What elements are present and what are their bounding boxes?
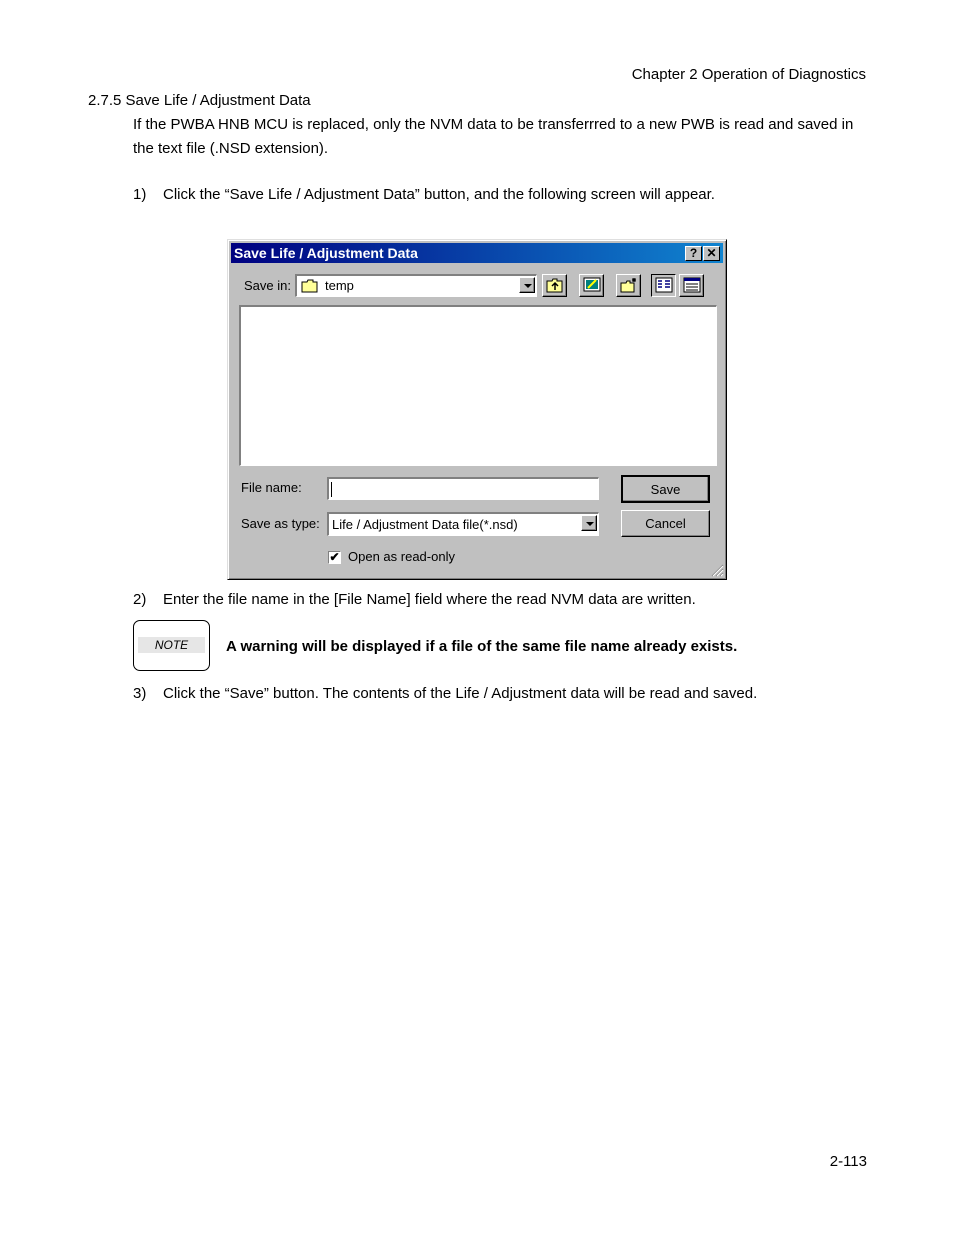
step-3 [133, 685, 757, 702]
read-only-label: Open as read-only [348, 549, 455, 564]
save-as-type-dropdown[interactable] [327, 512, 599, 536]
list-view-icon [655, 277, 673, 293]
step-number: 2) [133, 591, 147, 608]
save-dialog [227, 239, 727, 580]
desktop-icon [583, 277, 601, 293]
folder-icon [301, 279, 319, 293]
note-text: A warning will be displayed if a file of the same file name already exists. [226, 638, 738, 655]
text-cursor [331, 482, 332, 497]
file-name-label: File name: [241, 480, 302, 495]
step-number: 1) [133, 186, 147, 203]
list-view-button[interactable] [651, 274, 676, 297]
up-folder-icon [546, 277, 564, 293]
intro-paragraph: If the PWBA HNB MCU is replaced, only the NVM data to be transferrred to a new PWB is read and saved in the text file (.NSD extension). [133, 116, 854, 157]
save-as-type-label: Save as type: [241, 516, 320, 531]
note-badge [133, 620, 210, 671]
desktop-button[interactable] [579, 274, 604, 297]
dialog-titlebar [231, 243, 723, 263]
save-in-value: temp [325, 278, 354, 293]
file-list-pane[interactable] [239, 305, 717, 466]
close-button[interactable]: ✕ [703, 246, 720, 261]
file-name-input[interactable] [327, 477, 599, 500]
read-only-checkbox[interactable]: ✔ [329, 550, 340, 564]
section-title: 2.7.5 Save Life / Adjustment Data [88, 92, 311, 109]
page-number: 2-113 [829, 1153, 867, 1170]
help-button[interactable]: ? [685, 246, 702, 261]
new-folder-button[interactable] [616, 274, 641, 297]
up-one-level-button[interactable] [542, 274, 567, 297]
step-text: Enter the file name in the [File Name] field where the read NVM data are written. [163, 591, 696, 608]
save-in-dropdown[interactable] [295, 274, 537, 297]
step-2 [133, 591, 696, 608]
cancel-button[interactable]: Cancel [621, 510, 710, 537]
chapter-header: Chapter 2 Operation of Diagnostics [631, 66, 866, 83]
save-in-label: Save in: [244, 278, 291, 293]
step-text: Click the “Save Life / Adjustment Data” button, and the following screen will appear. [163, 186, 715, 203]
new-folder-icon [620, 277, 638, 293]
step-text: Click the “Save” button. The contents of the Life / Adjustment data will be read and saved. [163, 685, 758, 702]
note-label: NOTE [138, 637, 205, 653]
save-as-type-value: Life / Adjustment Data file(*.nsd) [332, 517, 518, 532]
chevron-down-icon[interactable] [581, 515, 597, 531]
step-1 [133, 186, 715, 203]
resize-grip-icon[interactable] [710, 563, 724, 577]
details-view-button[interactable] [679, 274, 704, 297]
chevron-down-icon[interactable] [519, 277, 535, 293]
details-view-icon [683, 277, 701, 293]
save-button[interactable]: Save [621, 475, 710, 503]
dialog-title: Save Life / Adjustment Data [234, 245, 418, 261]
step-number: 3) [133, 685, 147, 702]
